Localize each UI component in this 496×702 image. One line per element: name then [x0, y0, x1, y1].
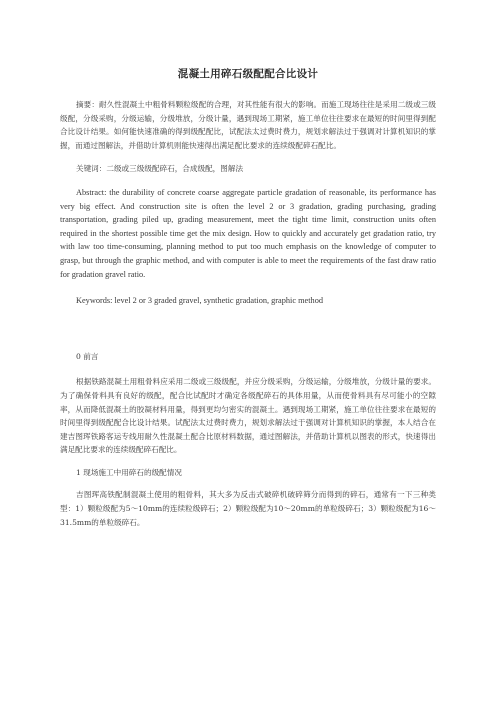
section-1-heading: 1 现场施工中用碎石的级配情况: [76, 467, 182, 477]
keywords-en: Keywords: level 2 or 3 graded gravel, synthetic gradation, graphic method: [76, 296, 323, 306]
section-1-body: 吉图珲高铁配制混凝土使用的粗骨料，其大多为反击式破碎机破碎筛分而得到的碎石，通常有一下三种类型：1）颗粒级配为5～10mm的连续粒级碎石；2）颗粒级配为10～20mm的单粒级碎石；3）颗粒级配为16～31.5mm的单粒级碎石。: [60, 490, 436, 527]
abstract-en: Abstract: the durability of concrete coarse aggregate particle gradation of reasonable, its performance has very big effect. And construction site is often the level 2 or 3 gradation, grading purchasing, grading transportation, grading piled up, grading measurement, meet the tight time limit, construction units often required in the shortest possible time get the mix design. How to quickly and accurately get gradation ratio, try with law too time-consuming, planning method to put too much emphasis on the knowledge of computer to grasp, but through the graphic method, and with computer is able to meet the requirements of the fast draw ratio for gradation gravel ratio.: [60, 187, 436, 279]
section-0-body: 根据铁路混凝土用粗骨料应采用二级或三级级配，并应分级采购，分级运输，分级堆放，分级计量的要求。为了确保骨料具有良好的级配，配合比试配时才确定各级配碎石的具体用量，从而使骨料具有尽可能小的空隙率，从而降低混凝土的胶凝材料用量，得到更均匀密实的混凝土。遇到现场工期紧，施工单位往往要求在最短的时间里得到级配配合比设计结果。试配法太过费时费力，规划求解法过于强调对计算机知识的掌握，本人结合在建吉图珲铁路客运专线用耐久性混凝土配合比原材料数据，通过图解法，并借助计算机以图表的形式，快速得出满足配比要求的连续级配碎石配比。: [60, 377, 436, 455]
section-0-heading: 0 前言: [76, 351, 99, 361]
abstract-cn: 摘要：耐久性混凝土中粗骨料颗粒级配的合理，对其性能有很大的影响。而施工现场往往是采用二级或三级级配，分级采购，分级运输，分级堆放，分级计量，遇到现场工期紧，施工单位往往要求在最短的时间里得到配合比设计结果。如何能快速准确的得到级配配比，试配法太过费时费力，规划求解法过于强调对计算机知识的掌握，而通过图解法，并借助计算机则能快速得出满足配比要求的连续级配碎石配比。: [60, 100, 436, 150]
keywords-cn: 关键词：二级或三级级配碎石，合成级配，图解法: [76, 164, 244, 174]
page-title: 混凝土用碎石级配配合比设计: [177, 68, 319, 80]
